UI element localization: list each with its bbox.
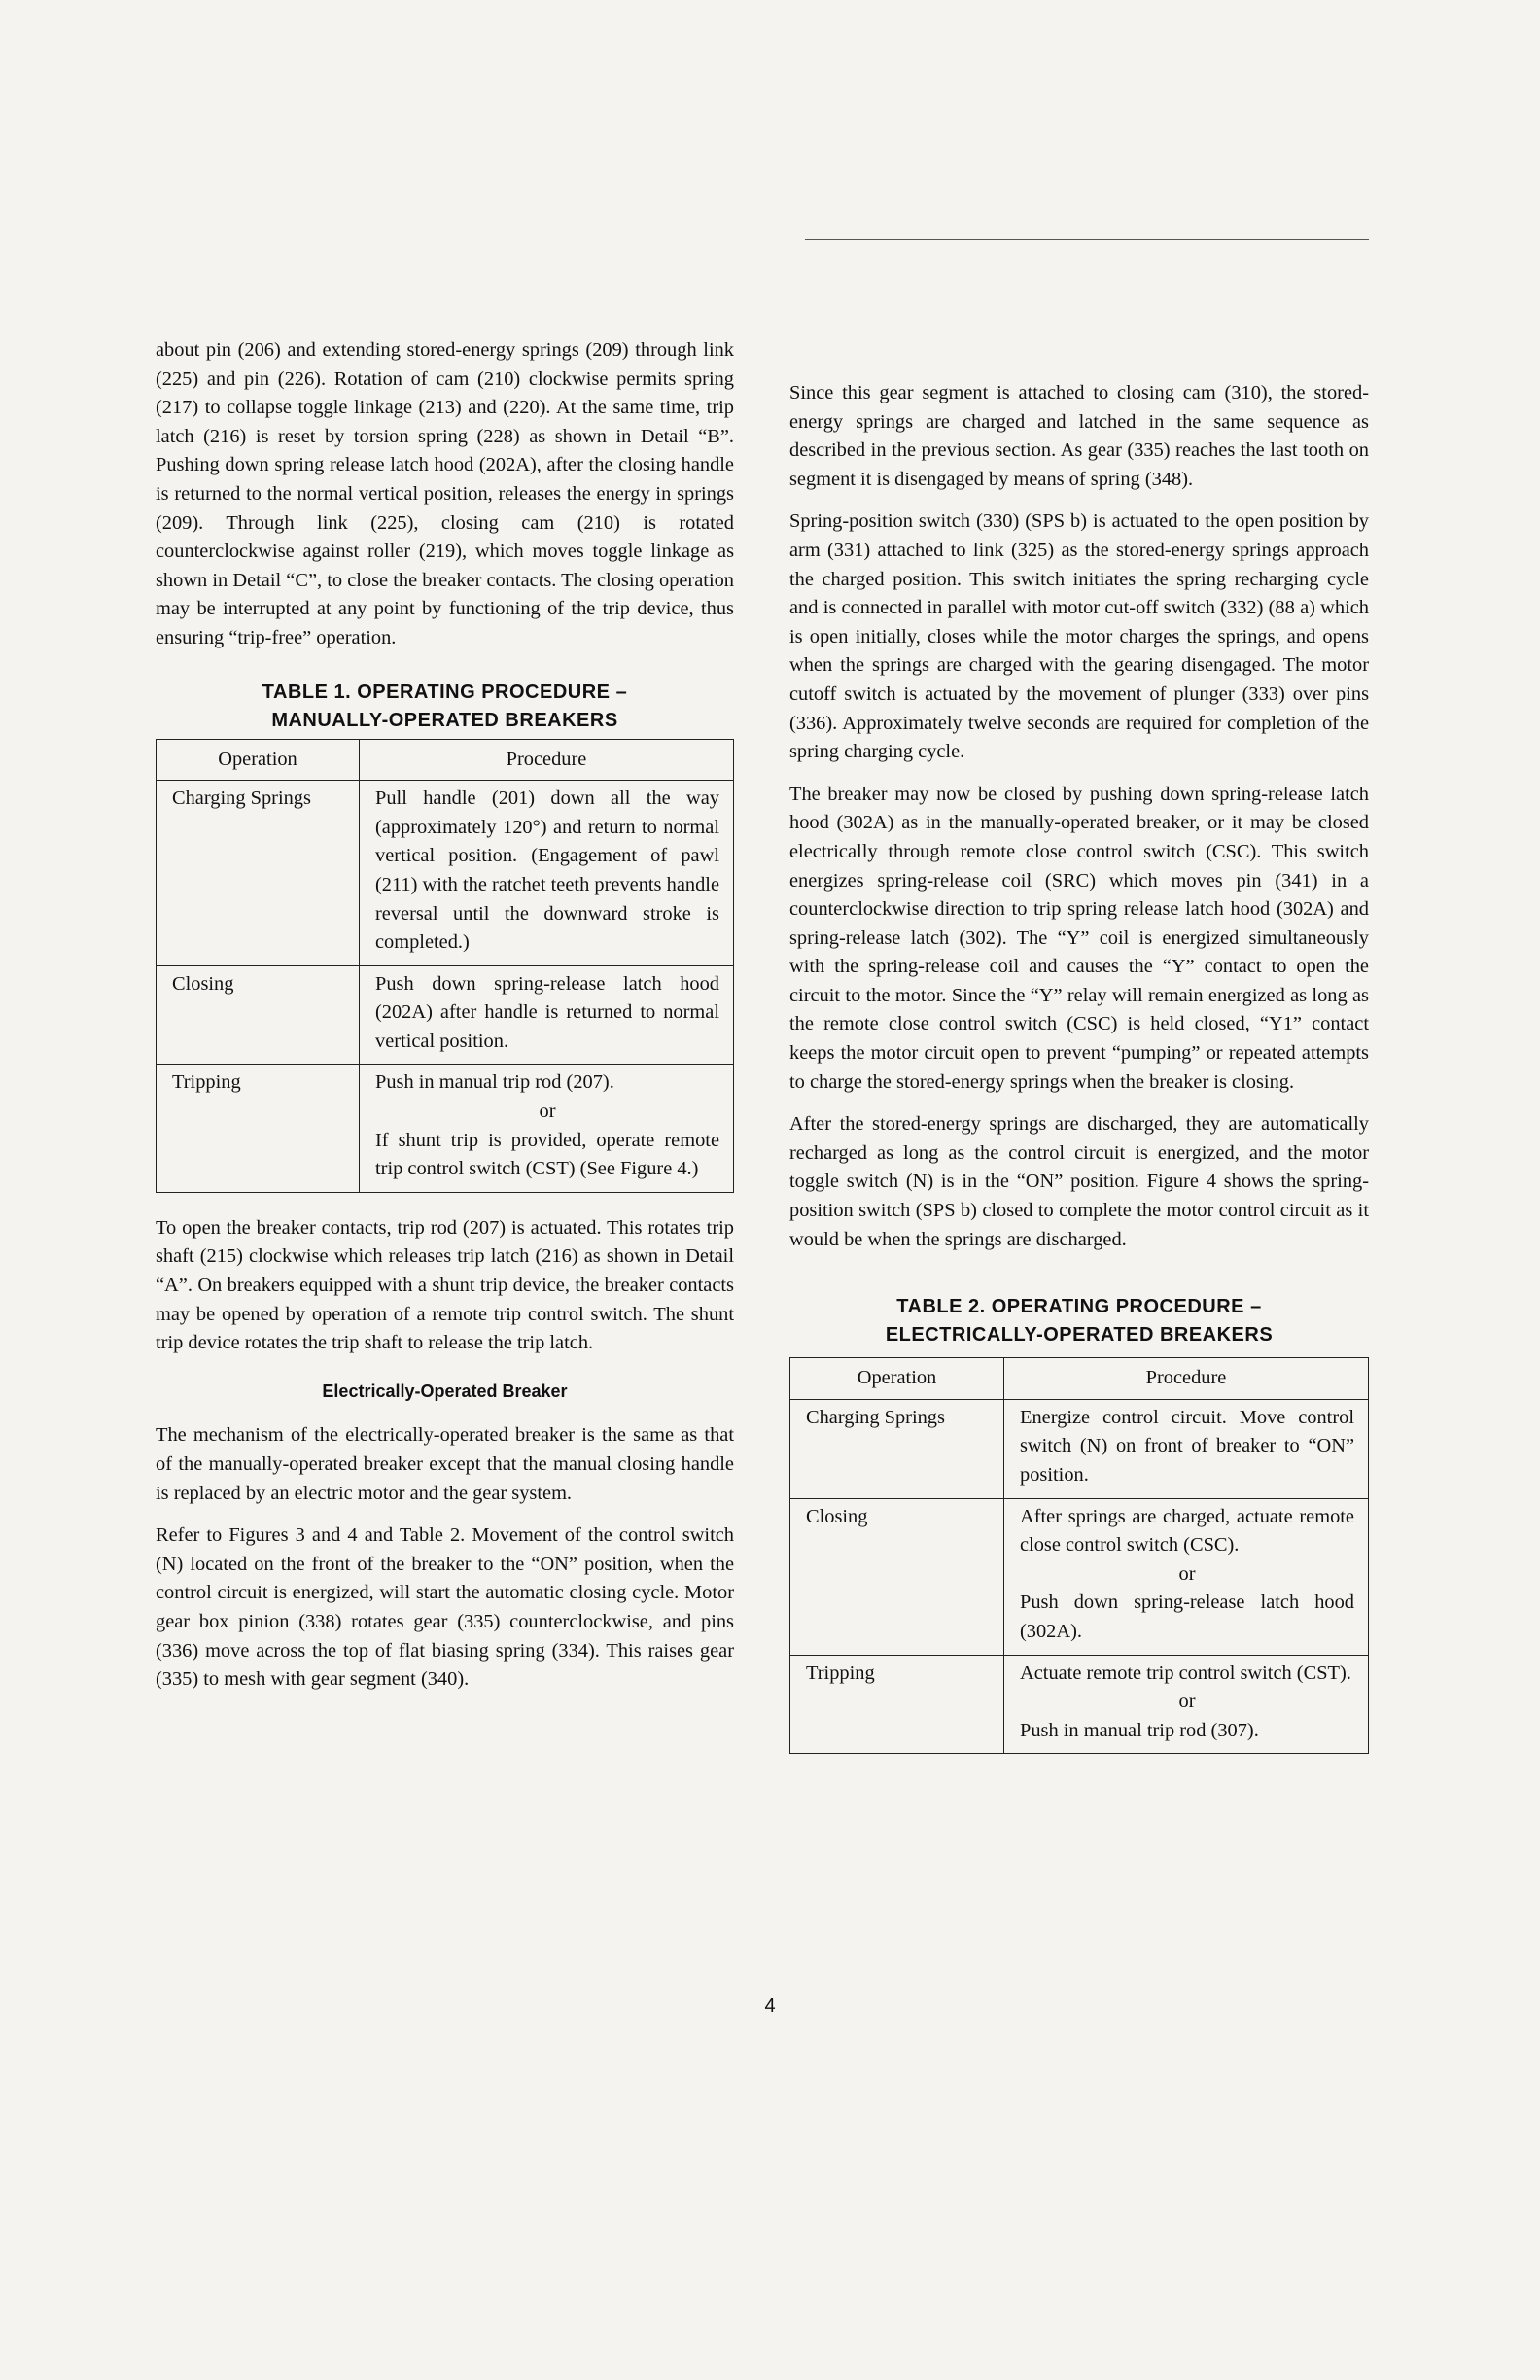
- page-number: 4: [764, 1995, 776, 2016]
- operation-cell: Tripping: [790, 1655, 1004, 1754]
- table-header-row: [790, 1358, 1369, 1400]
- procedure-text: After springs are charged, actuate remote close control switch (CSC).: [1020, 1505, 1354, 1557]
- operation-cell: Closing: [790, 1498, 1004, 1655]
- section-heading: Electrically-Operated Breaker: [322, 1381, 568, 1401]
- procedure-text: Push down spring-release latch hood (302A).: [1020, 1592, 1354, 1642]
- left-column: [156, 336, 734, 1708]
- table-header-row: [157, 739, 734, 781]
- paragraph: Since this gear segment is attached to closing cam (310), the stored-energy springs are charged and latched in the same sequence as described in the previous section. As gear (335) reaches the last tooth on segment it is disengaged by means of spring (348).: [789, 382, 1369, 490]
- table-row: [157, 781, 734, 966]
- procedure-cell: [1004, 1655, 1369, 1754]
- or-text: or: [1178, 1691, 1196, 1713]
- procedure-cell: Pull handle (201) down all the way (approximately 120°) and return to normal vertical position. (Engagement of pawl (211) with the ratchet teeth prevents handle reversal until the downward stroke is completed.): [360, 781, 734, 966]
- procedure-cell: Energize control circuit. Move control switch (N) on front of breaker to “ON” position.: [1004, 1399, 1369, 1498]
- paragraph: To open the breaker contacts, trip rod (207) is actuated. This rotates trip shaft (215) clockwise which releases trip latch (216) as shown in Detail “A”. On breakers equipped with a shunt trip device, the breaker contacts may be opened by operation of a remote trip control switch. The shunt trip device rotates the trip shaft to release the trip latch.: [156, 1216, 734, 1354]
- procedure-text: Push in manual trip rod (207).: [375, 1071, 614, 1094]
- table-row: [790, 1655, 1369, 1754]
- procedure-cell: [360, 1065, 734, 1192]
- table2-title: TABLE 2. OPERATING PROCEDURE – ELECTRICALLY-OPERATED BREAKERS: [885, 1296, 1274, 1347]
- table2: [789, 1357, 1369, 1754]
- procedure-text: If shunt trip is provided, operate remote trip control switch (CST) (See Figure 4.): [375, 1129, 719, 1180]
- procedure-text: Push in manual trip rod (307).: [1020, 1719, 1259, 1741]
- table1: [156, 739, 734, 1193]
- paragraph: The breaker may now be closed by pushing down spring-release latch hood (302A) as in the manually-operated breaker, or it may be closed electrically through remote close control switch (CSC). This switch energizes spring-release coil (SRC) which moves pin (341) in a counterclockwise direction to trip spring release latch hood (302A) and spring-release latch (302). The “Y” coil is energized simultaneously with the spring-release coil and causes the “Y” contact to open the circuit to the motor. Since the “Y” relay will remain energized as long as the remote close control switch (CSC) is held closed, “Y1” contact keeps the motor circuit open to prevent “pumping” or repeated attempts to charge the stored-energy springs when the breaker is closing.: [789, 783, 1369, 1093]
- procedure-cell: [1004, 1498, 1369, 1655]
- paragraph: The mechanism of the electrically-operated breaker is the same as that of the manually-operated breaker except that the manual closing handle is replaced by an electric motor and the gear system.: [156, 1424, 734, 1504]
- right-column: [789, 379, 1369, 1754]
- header-procedure: Procedure: [360, 739, 734, 781]
- table1-title: TABLE 1. OPERATING PROCEDURE – MANUALLY-OPERATED BREAKERS: [262, 681, 628, 731]
- operation-cell: Charging Springs: [157, 781, 360, 966]
- paragraph: Refer to Figures 3 and 4 and Table 2. Movement of the control switch (N) located on the front of the breaker to the “ON” position, when the control circuit is energized, will start the automatic closing cycle. Motor gear box pinion (338) rotates gear (335) counterclockwise, and pins (336) move across the top of flat biasing spring (334). This raises gear (335) to mesh with gear segment (340).: [156, 1524, 734, 1691]
- header-operation: Operation: [790, 1358, 1004, 1400]
- header-rule: [805, 239, 1369, 240]
- header-procedure: Procedure: [1004, 1358, 1369, 1400]
- operation-cell: Closing: [157, 965, 360, 1065]
- table-row: [790, 1498, 1369, 1655]
- table-row: [790, 1399, 1369, 1498]
- or-text: or: [539, 1101, 556, 1123]
- header-operation: Operation: [157, 739, 360, 781]
- procedure-cell: Push down spring-release latch hood (202A) after handle is returned to normal vertical position.: [360, 965, 734, 1065]
- table-row: [157, 965, 734, 1065]
- paragraph: Spring-position switch (330) (SPS b) is actuated to the open position by arm (331) attached to link (325) as the stored-energy springs approach the charged position. This switch initiates the spring recharging cycle and is connected in parallel with motor cut-off switch (332) (88 a) which is open initially, closes while the motor charges the springs, and opens when the springs are charged with the gearing disengaged. The motor cutoff switch is actuated by the movement of plunger (333) over pins (336). Approximately twelve seconds are required for completion of the spring charging cycle.: [789, 510, 1369, 763]
- paragraph: about pin (206) and extending stored-energy springs (209) through link (225) and pin (226). Rotation of cam (210) clockwise permits spring (217) to collapse toggle linkage (213) and (220). At the same time, trip latch (216) is reset by torsion spring (228) as shown in Detail “B”. Pushing down spring release latch hood (202A), after the closing handle is returned to the normal vertical position, releases the energy in springs (209). Through link (225), closing cam (210) is rotated counterclockwise against roller (219), which moves toggle linkage as shown in Detail “C”, to close the breaker contacts. The closing operation may be interrupted at any point by functioning of the trip device, thus ensuring “trip-free” operation.: [156, 339, 734, 648]
- paragraph: After the stored-energy springs are discharged, they are automatically recharged as long as the control circuit is energized, and the motor toggle switch (N) is in the “ON” position. Figure 4 shows the spring-position switch (SPS b) closed to complete the motor control circuit as it would be when the springs are discharged.: [789, 1113, 1369, 1250]
- or-text: or: [1178, 1562, 1196, 1585]
- operation-cell: Charging Springs: [790, 1399, 1004, 1498]
- table-row: [157, 1065, 734, 1192]
- operation-cell: Tripping: [157, 1065, 360, 1192]
- procedure-text: Actuate remote trip control switch (CST).: [1020, 1662, 1351, 1684]
